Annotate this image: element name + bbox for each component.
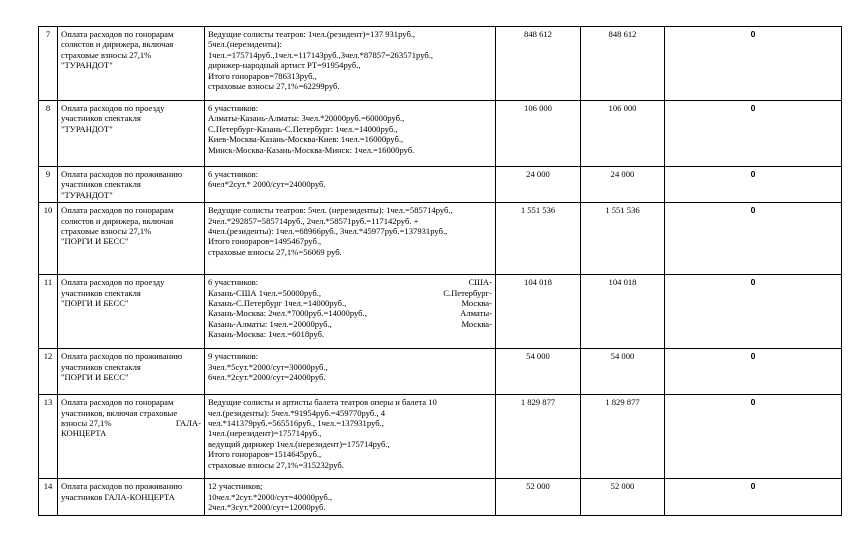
table-row xyxy=(39,27,842,101)
amount-planned: 54 000 xyxy=(496,349,581,395)
row-details: Ведущие солисты и артисты балета театров оперы и балета 10 чел.(резиденты): 5чел.*91954руб.=459770руб., 4 чел.*141379руб.=565516руб., 1чел.=137931руб., 1чел.(нерезидент)=175714руб., ведущий дирижер 1чел.(нерезидент)=175714руб., Итого гонораров=1514645руб., страховые взносы 27,1%=315232руб. xyxy=(205,395,496,479)
row-number: 8 xyxy=(39,101,58,167)
row-number: 9 xyxy=(39,167,58,203)
row-number: 13 xyxy=(39,395,58,479)
row-title: Оплата расходов по проживанию участников спектакля "ПОРГИ И БЕСС" xyxy=(58,349,205,395)
table-row xyxy=(39,395,842,479)
row-details: 9 участников: 3чел.*5сут.*2000/сут=30000руб., 6чел.*2сут.*2000/сут=24000руб. xyxy=(205,349,496,395)
amount-actual: 104 018 xyxy=(581,275,665,349)
amount-actual: 106 000 xyxy=(581,101,665,167)
amount-balance: 0 xyxy=(665,479,842,516)
amount-planned: 104 018 xyxy=(496,275,581,349)
row-number: 7 xyxy=(39,27,58,101)
row-number: 10 xyxy=(39,203,58,275)
amount-planned: 52 000 xyxy=(496,479,581,516)
row-title: Оплата расходов по гонорарам участников, включая страховые взносы 27,1% ГАЛА- КОНЦЕРТА xyxy=(58,395,205,479)
row-number: 14 xyxy=(39,479,58,516)
expense-table xyxy=(38,26,842,516)
table-row xyxy=(39,275,842,349)
row-number: 12 xyxy=(39,349,58,395)
amount-actual: 52 000 xyxy=(581,479,665,516)
row-details: Ведущие солисты театров: 1чел.(резидент)=137 931руб., 5чел.(нерезиденты): 1чел.=175714руб.,1чел.=117143руб.,3чел.*87857=263571руб., дирижер-народный артист РТ=91954руб., Итого гонораров=786313руб., страховые взносы 27,1%=62299руб. xyxy=(205,27,496,101)
table-row xyxy=(39,479,842,516)
row-title: Оплата расходов по проезду участников спектакля "ТУРАНДОТ" xyxy=(58,101,205,167)
row-title: Оплата расходов по гонорарам солистов и дирижера, включая страховые взносы 27,1% "ПОРГИ И БЕСС" xyxy=(58,203,205,275)
amount-planned: 106 000 xyxy=(496,101,581,167)
amount-balance: 0 xyxy=(665,395,842,479)
amount-planned: 848 612 xyxy=(496,27,581,101)
row-title: Оплата расходов по проживанию участников спектакля "ТУРАНДОТ" xyxy=(58,167,205,203)
amount-balance: 0 xyxy=(665,275,842,349)
row-number: 11 xyxy=(39,275,58,349)
amount-planned: 24 000 xyxy=(496,167,581,203)
row-details: 6 участников: 6чел*2сут.* 2000/сут=24000руб. xyxy=(205,167,496,203)
row-details: Ведущие солисты театров: 5чел. (нерезиденты): 1чел.=585714руб., 2чел.*292857=585714руб., 2чел.*58571руб.=117142руб. + 4чел.(резиденты): 1чел.=68966руб., 3чел.*45977руб.=137931руб., Итого гонораров=1495467руб., страховые взносы 27,1%=56069 руб. xyxy=(205,203,496,275)
amount-balance: 0 xyxy=(665,101,842,167)
amount-actual: 54 000 xyxy=(581,349,665,395)
table-row xyxy=(39,349,842,395)
amount-actual: 1 829 877 xyxy=(581,395,665,479)
amount-balance: 0 xyxy=(665,349,842,395)
amount-actual: 1 551 536 xyxy=(581,203,665,275)
row-details: 6 участников: США- Казань-США 1чел.=50000руб., С.Петербург- Казань-С.Петербург 1чел.=14000руб., Москва- Казань-Москва: 2чел.*7000руб.=14000руб., Алматы- Казань-Алматы: 1чел.=20000руб., Москва- Казань-Москва: 1чел.=6018руб. xyxy=(205,275,496,349)
row-title: Оплата расходов по проезду участников спектакля "ПОРГИ И БЕСС" xyxy=(58,275,205,349)
row-details: 12 участников; 10чел.*2сут.*2000/сут=40000руб., 2чел.*3сут.*2000/сут=12000руб. xyxy=(205,479,496,516)
row-details: 6 участников: Алматы-Казань-Алматы: 3чел.*20000руб.=60000руб., С.Петербург-Казань-С.Петербург: 1чел.=14000руб., Киев-Москва-Казань-Москва-Киев: 1чел.=16000руб., Минск-Москва-Казань-Москва-Минск: 1чел.=16000руб. xyxy=(205,101,496,167)
amount-planned: 1 551 536 xyxy=(496,203,581,275)
table-row xyxy=(39,203,842,275)
amount-balance: 0 xyxy=(665,167,842,203)
table-row xyxy=(39,167,842,203)
amount-balance: 0 xyxy=(665,27,842,101)
row-title: Оплата расходов по проживанию участников ГАЛА-КОНЦЕРТА xyxy=(58,479,205,516)
row-title: Оплата расходов по гонорарам солистов и дирижера, включая страховые взносы 27,1% "ТУРАНДОТ" xyxy=(58,27,205,101)
table-row xyxy=(39,101,842,167)
amount-balance: 0 xyxy=(665,203,842,275)
amount-planned: 1 829 877 xyxy=(496,395,581,479)
amount-actual: 848 612 xyxy=(581,27,665,101)
amount-actual: 24 000 xyxy=(581,167,665,203)
